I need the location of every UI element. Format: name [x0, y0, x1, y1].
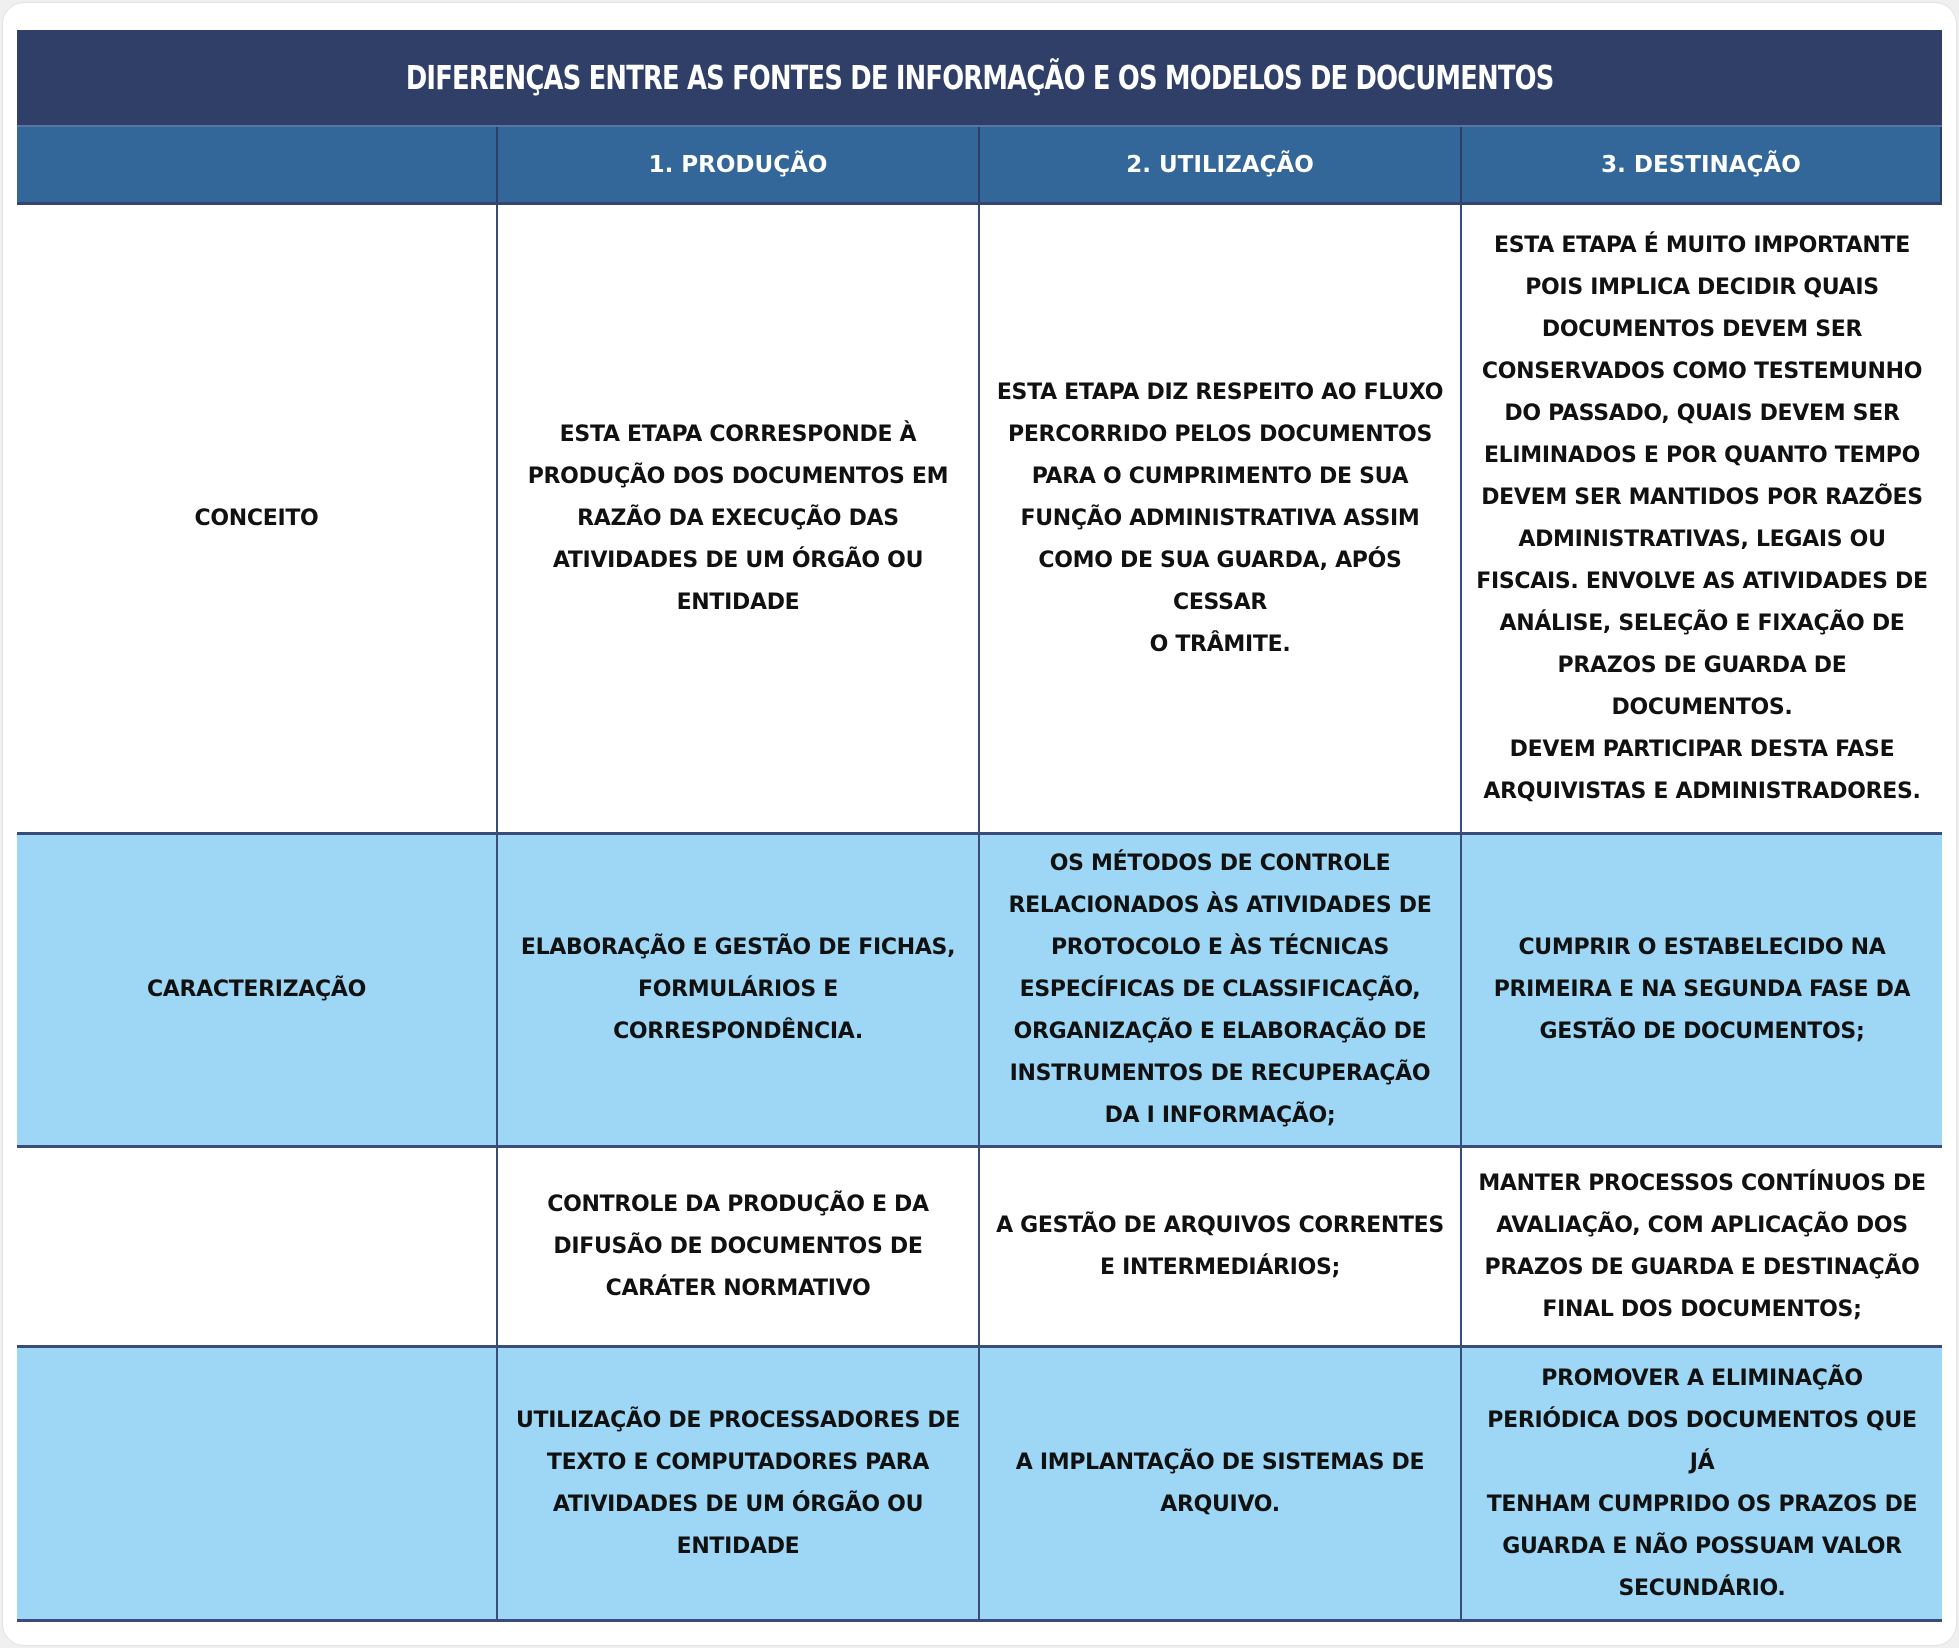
table-cell [1462, 835, 1942, 1145]
column-header-row [17, 127, 1942, 205]
row-label-text: CARACTERIZAÇÃO [146, 977, 367, 1002]
table-cell [1462, 1148, 1942, 1345]
cell-text: ESTA ETAPA É MUITO IMPORTANTE POIS IMPLICA DECIDIR QUAIS DOCUMENTOS DEVEM SER CONSERVADOS COMO TESTEMUNHO DO PASSADO, QUAIS DEVEM SER ELIMINADOS E POR QUANTO TEMPO DEVEM SER MANTIDOS POR RAZÕES ADMINISTRATIVAS, LEGAIS OU FISCAIS. ENVOLVE AS ATIVIDADES DE ANÁLISE, SELEÇÃO E FIXAÇÃO DE PRAZOS DE GUARDA DE DOCUMENTOS. DEVEM PARTICIPAR DESTA FASE ARQUIVISTAS E ADMINISTRADORES. [1476, 232, 1928, 804]
cell-text: MANTER PROCESSOS CONTÍNUOS DE AVALIAÇÃO, COM APLICAÇÃO DOS PRAZOS DE GUARDA E DESTINAÇÃO FINAL DOS DOCUMENTOS; [1478, 1170, 1926, 1322]
cell-text: UTILIZAÇÃO DE PROCESSADORES DE TEXTO E COMPUTADORES PARA ATIVIDADES DE UM ÓRGÃO OU ENTIDADE [515, 1407, 961, 1559]
table-row [17, 1148, 1942, 1348]
table-cell [980, 205, 1462, 832]
table-cell [1462, 205, 1942, 832]
column-header-producao: 1. PRODUÇÃO [498, 127, 980, 202]
table-cell [498, 205, 980, 832]
table-cell [980, 1148, 1462, 1345]
cell-text: CUMPRIR O ESTABELECIDO NA PRIMEIRA E NA SEGUNDA FASE DA GESTÃO DE DOCUMENTOS; [1493, 935, 1911, 1044]
table-cell [980, 1348, 1462, 1619]
cell-text: OS MÉTODOS DE CONTROLE RELACIONADOS ÀS ATIVIDADES DE PROTOCOLO E ÀS TÉCNICAS ESPECÍFICAS DE CLASSIFICAÇÃO, ORGANIZAÇÃO E ELABORAÇÃO DE INSTRUMENTOS DE RECUPERAÇÃO DA I INFORMAÇÃO; [1008, 851, 1432, 1128]
cell-text: CONTROLE DA PRODUÇÃO E DA DIFUSÃO DE DOCUMENTOS DE CARÁTER NORMATIVO [547, 1191, 929, 1301]
row-label [17, 1348, 498, 1619]
cell-text: ELABORAÇÃO E GESTÃO DE FICHAS, FORMULÁRIOS E CORRESPONDÊNCIA. [520, 935, 956, 1044]
cell-text: A GESTÃO DE ARQUIVOS CORRENTES E INTERMEDIÁRIOS; [996, 1212, 1444, 1280]
comparison-table [17, 30, 1942, 1622]
table-cell [498, 1148, 980, 1345]
table-cell [1462, 1348, 1942, 1619]
column-header-destinacao: 3. DESTINAÇÃO [1462, 127, 1942, 202]
row-label [17, 835, 498, 1145]
table-cell [498, 1348, 980, 1619]
table-row-caracterizacao [17, 835, 1942, 1148]
table-cell [498, 835, 980, 1145]
cell-text: ESTA ETAPA CORRESPONDE À PRODUÇÃO DOS DOCUMENTOS EM RAZÃO DA EXECUÇÃO DAS ATIVIDADES DE UM ÓRGÃO OU ENTIDADE [527, 421, 949, 615]
table-row-conceito [17, 205, 1942, 835]
table-title-band [17, 30, 1942, 127]
cell-text: ESTA ETAPA DIZ RESPEITO AO FLUXO PERCORRIDO PELOS DOCUMENTOS PARA O CUMPRIMENTO DE SUA FUNÇÃO ADMINISTRATIVA ASSIM COMO DE SUA GUARDA, APÓS CESSAR O TRÂMITE. [996, 379, 1444, 657]
cell-text: A IMPLANTAÇÃO DE SISTEMAS DE ARQUIVO. [1015, 1449, 1425, 1517]
table-title: DIFERENÇAS ENTRE AS FONTES DE INFORMAÇÃO E OS MODELOS DE DOCUMENTOS [405, 58, 1554, 97]
row-label-text: CONCEITO [194, 505, 319, 531]
table-row [17, 1348, 1942, 1622]
table-cell [980, 835, 1462, 1145]
row-label [17, 205, 498, 832]
column-header-empty [17, 127, 498, 202]
cell-text: PROMOVER A ELIMINAÇÃO PERIÓDICA DOS DOCUMENTOS QUE JÁ TENHAM CUMPRIDO OS PRAZOS DE GUARDA E NÃO POSSUAM VALOR SECUNDÁRIO. [1486, 1365, 1918, 1601]
column-header-utilizacao: 2. UTILIZAÇÃO [980, 127, 1462, 202]
row-label [17, 1148, 498, 1345]
